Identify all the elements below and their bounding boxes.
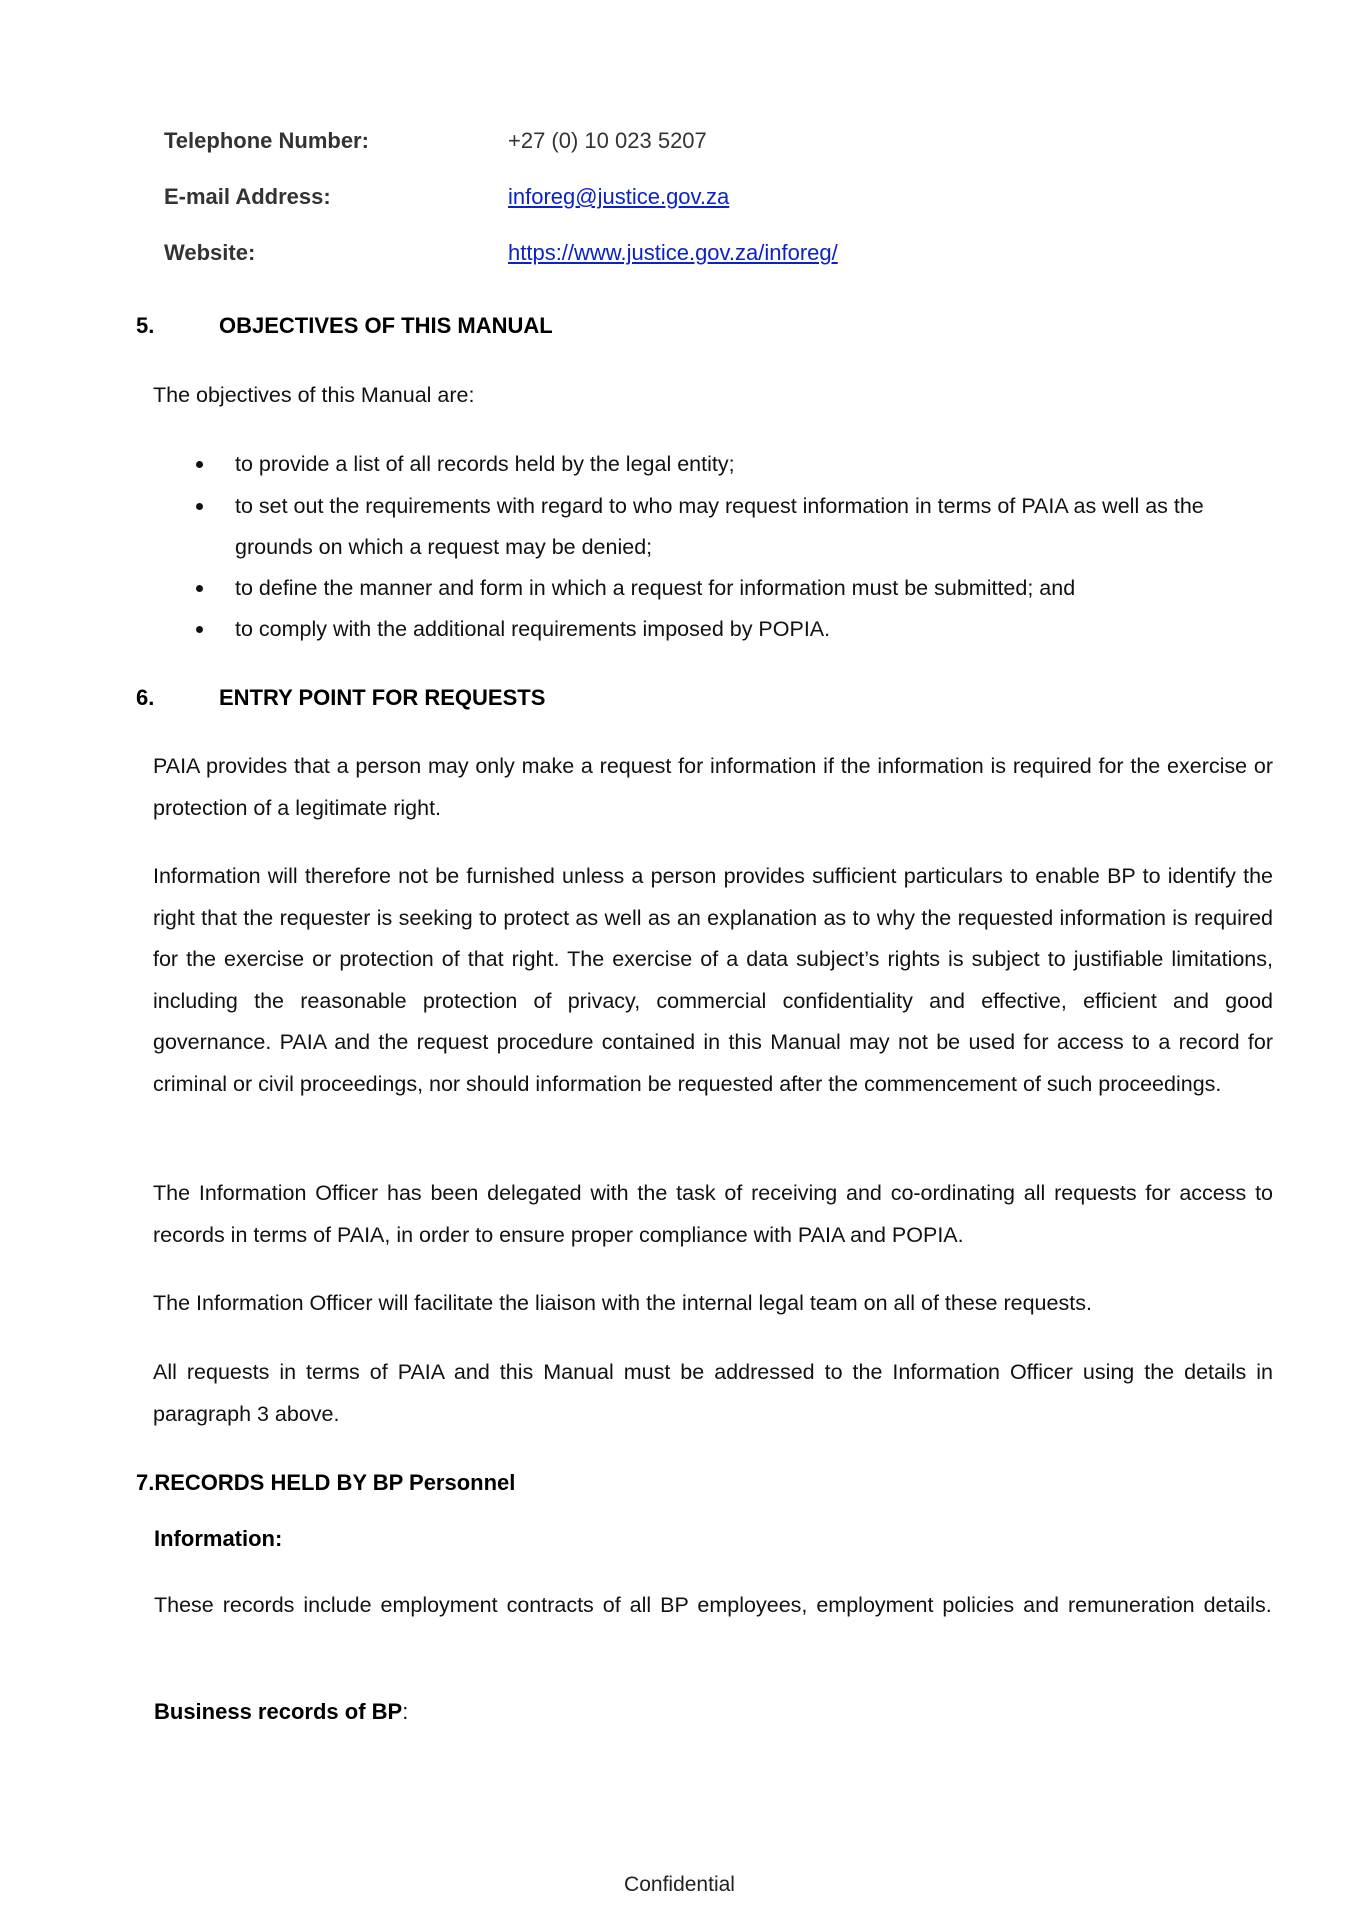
bullet-icon: [196, 503, 203, 510]
email-link[interactable]: inforeg@justice.gov.za: [508, 184, 730, 209]
section-6-title: ENTRY POINT FOR REQUESTS: [219, 685, 546, 710]
website-label: Website:: [164, 240, 256, 265]
telephone-value: +27 (0) 10 023 5207: [508, 128, 707, 153]
paragraph-addressing-requests: All requests in terms of PAIA and this Manual must be addressed to the Information Officer using the details in paragraph 3 above.: [153, 1360, 1273, 1426]
business-records-heading: [154, 1699, 408, 1725]
paragraph-liaison: The Information Officer will facilitate the liaison with the internal legal team on all of these requests.: [153, 1291, 1092, 1315]
objective-item: to set out the requirements with regard to who may request information in terms of PAIA as well as the grounds on which a request may be denied;: [235, 494, 1204, 559]
business-records-colon: :: [402, 1699, 409, 1724]
paragraph-entry-point: PAIA provides that a person may only make a request for information if the information is required for the exercise or protection of a legitimate right.: [153, 754, 1273, 820]
business-records-label: Business records of BP: [154, 1699, 403, 1724]
paragraph-information-officer-role: The Information Officer has been delegated with the task of receiving and co-ordinating all requests for access to records in terms of PAIA, in order to ensure proper compliance with PAIA and POPIA.: [153, 1181, 1273, 1247]
objective-item: to define the manner and form in which a request for information must be submitted; and: [235, 576, 1076, 600]
bullet-icon: [196, 461, 203, 468]
section-5-number: 5.: [136, 313, 155, 338]
bullet-icon: [196, 585, 203, 592]
section-5-title: OBJECTIVES OF THIS MANUAL: [219, 313, 553, 338]
objective-item: to provide a list of all records held by the legal entity;: [235, 452, 735, 476]
website-link[interactable]: https://www.justice.gov.za/inforeg/: [508, 240, 838, 265]
telephone-label: Telephone Number:: [164, 128, 369, 153]
paragraph-furnishing-conditions: Information will therefore not be furnished unless a person provides sufficient particulars to enable BP to identify the right that the requester is seeking to protect as well as an explanation as to why the requested information is required for the exercise or protection of that right. The exercise of a data subject’s rights is subject to justifiable limitations, including the reasonable protection of privacy, commercial confidentiality and effective, efficient and good governance. PAIA and the request procedure contained in this Manual may not be used for access to a record for criminal or civil proceedings, nor should information be requested after the commencement of such proceedings.: [153, 864, 1273, 1096]
bullet-icon: [196, 626, 203, 633]
section-6-number: 6.: [136, 685, 155, 710]
paragraph-personnel-records: These records include employment contracts of all BP employees, employment policies and remuneration details.: [154, 1593, 1272, 1617]
confidential-footer: Confidential: [624, 1873, 735, 1896]
objectives-intro: The objectives of this Manual are:: [153, 383, 475, 407]
information-subheading: Information:: [154, 1526, 283, 1551]
email-label: E-mail Address:: [164, 184, 331, 209]
objective-item: to comply with the additional requirements imposed by POPIA.: [235, 617, 831, 641]
section-7-heading: 7.RECORDS HELD BY BP Personnel: [136, 1470, 516, 1495]
